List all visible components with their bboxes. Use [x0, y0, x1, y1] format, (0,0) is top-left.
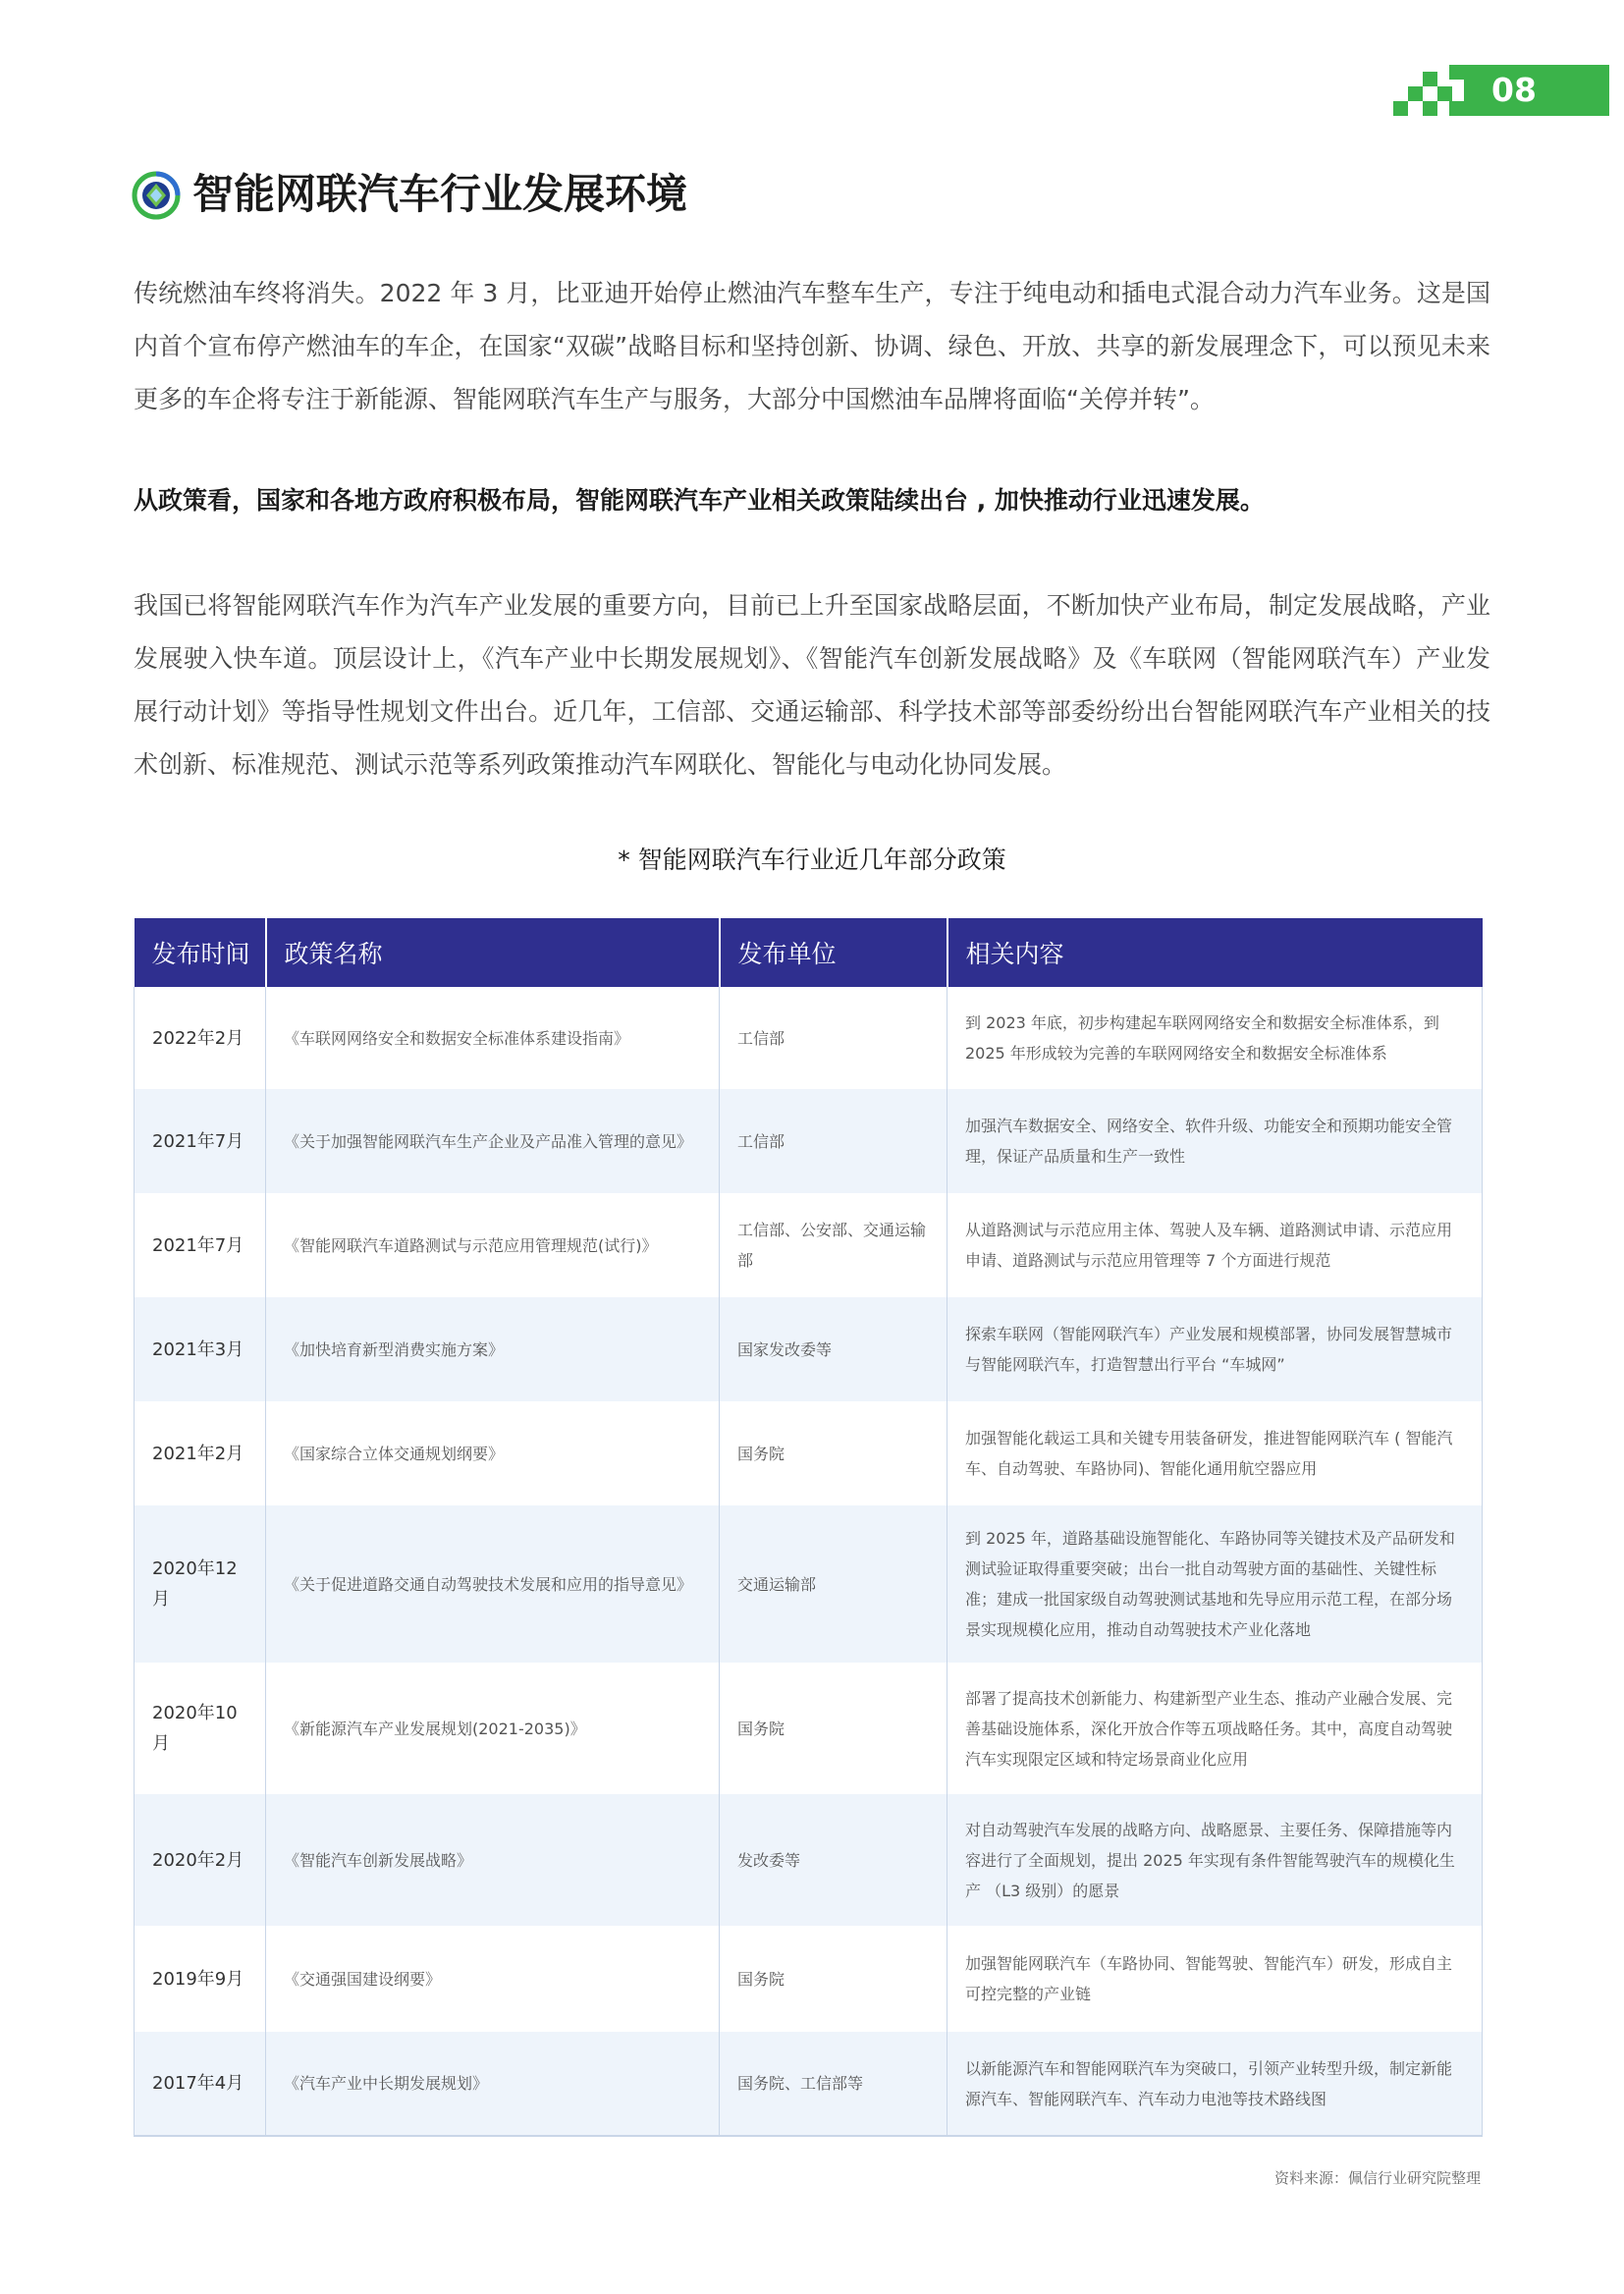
row-org: 国家发改委等 [720, 1297, 947, 1401]
table-row [135, 1089, 1483, 1193]
table-row [135, 1663, 1483, 1794]
row-date: 2019年9月 [135, 1926, 266, 2032]
intro-paragraph: 传统燃油车终将消失。2022 年 3 月，比亚迪开始停止燃油汽车整车生产，专注于纯电动和插电式混合动力汽车业务。这是国内首个宣布停产燃油车的车企，在国家“双碳”战略目标和坚持创新、协调、绿色、开放、共享的新发展理念下，可以预见未来更多的车企将专注于新能源、智能网联汽车生产与服务，大部分中国燃油车品牌将面临“关停并转”。 [134, 279, 1490, 413]
row-date: 2017年4月 [135, 2032, 266, 2136]
highlight-paragraph: 从政策看，国家和各地方政府积极布局，智能网联汽车产业相关政策陆续出台 , 加快推动行业迅速发展。 [134, 486, 1265, 515]
row-name: 《汽车产业中长期发展规划》 [266, 2032, 720, 2136]
row-org: 国务院 [720, 1663, 947, 1794]
table-row [135, 1926, 1483, 2032]
row-date: 2021年7月 [135, 1089, 266, 1193]
row-content: 到 2023 年底，初步构建起车联网网络安全和数据安全标准体系，到 2025 年形成较为完善的车联网网络安全和数据安全标准体系 [947, 987, 1483, 1089]
row-org: 国务院 [720, 1926, 947, 2032]
row-content: 探索车联网（智能网联汽车）产业发展和规模部署，协同发展智慧城市与智能网联汽车，打造智慧出行平台 “车城网” [947, 1297, 1483, 1401]
row-org: 交通运输部 [720, 1505, 947, 1663]
table-row [135, 1193, 1483, 1297]
page-title: 智能网联汽车行业发展环境 [192, 170, 688, 218]
row-name: 《车联网网络安全和数据安全标准体系建设指南》 [266, 987, 720, 1089]
row-content: 加强智能化载运工具和关键专用装备研发，推进智能网联汽车 ( 智能汽车、自动驾驶、车路协同)、智能化通用航空器应用 [947, 1401, 1483, 1505]
row-org: 工信部 [720, 987, 947, 1089]
row-org: 国务院、工信部等 [720, 2032, 947, 2136]
row-name: 《新能源汽车产业发展规划(2021-2035)》 [266, 1663, 720, 1794]
row-content: 对自动驾驶汽车发展的战略方向、战略愿景、主要任务、保障措施等内容进行了全面规划，提出 2025 年实现有条件智能驾驶汽车的规模化生产 （L3 级别）的愿景 [947, 1794, 1483, 1926]
header-date: 发布时间 [135, 918, 266, 987]
row-date: 2021年7月 [135, 1193, 266, 1297]
policy-table [134, 918, 1483, 2137]
row-content: 加强汽车数据安全、网络安全、软件升级、功能安全和预期功能安全管理，保证产品质量和生产一致性 [947, 1089, 1483, 1193]
table-row [135, 1297, 1483, 1401]
row-name: 《交通强国建设纲要》 [266, 1926, 720, 2032]
row-content: 到 2025 年，道路基础设施智能化、车路协同等关键技术及产品研发和测试验证取得重要突破；出台一批自动驾驶方面的基础性、关键性标准；建成一批国家级自动驾驶测试基地和先导应用示范工程，在部分场景实现规模化应用，推动自动驾驶技术产业化落地 [947, 1505, 1483, 1663]
row-name: 《智能汽车创新发展战略》 [266, 1794, 720, 1926]
row-name: 《关于加强智能网联汽车生产企业及产品准入管理的意见》 [266, 1089, 720, 1193]
header-policy-name: 政策名称 [266, 918, 720, 987]
title-logo-icon [132, 171, 181, 220]
row-name: 《国家综合立体交通规划纲要》 [266, 1401, 720, 1505]
row-content: 加强智能网联汽车（车路协同、智能驾驶、智能汽车）研发，形成自主可控完整的产业链 [947, 1926, 1483, 2032]
row-date: 2020年2月 [135, 1794, 266, 1926]
table-header-row [135, 918, 1483, 987]
row-date: 2022年2月 [135, 987, 266, 1089]
row-date: 2020年12月 [135, 1505, 266, 1663]
row-org: 发改委等 [720, 1794, 947, 1926]
row-name: 《关于促进道路交通自动驾驶技术发展和应用的指导意见》 [266, 1505, 720, 1663]
body-paragraph: 我国已将智能网联汽车作为汽车产业发展的重要方向，目前已上升至国家战略层面，不断加快产业布局，制定发展战略，产业发展驶入快车道。顶层设计上，《汽车产业中长期发展规划》、《智能汽车创新发展战略》及《车联网（智能网联汽车）产业发展行动计划》等指导性规划文件出台。近几年，工信部、交通运输部、科学技术部等部委纷纷出台智能网联汽车产业相关的技术创新、标准规范、测试示范等系列政策推动汽车网联化、智能化与电动化协同发展。 [134, 591, 1490, 779]
row-date: 2021年2月 [135, 1401, 266, 1505]
source-note: 资料来源：佩信行业研究院整理 [1273, 2169, 1481, 2187]
table-row [135, 1401, 1483, 1505]
table-caption: * 智能网联汽车行业近几年部分政策 [618, 846, 1006, 874]
table-row [135, 987, 1483, 1089]
row-date: 2020年10月 [135, 1663, 266, 1794]
header-issuer: 发布单位 [720, 918, 947, 987]
row-content: 部署了提高技术创新能力、构建新型产业生态、推动产业融合发展、完善基础设施体系，深化开放合作等五项战略任务。其中，高度自动驾驶汽车实现限定区域和特定场景商业化应用 [947, 1663, 1483, 1794]
row-org: 工信部 [720, 1089, 947, 1193]
table-row [135, 1794, 1483, 1926]
row-org: 国务院 [720, 1401, 947, 1505]
row-date: 2021年3月 [135, 1297, 266, 1401]
page-number: 08 [1464, 65, 1609, 116]
row-name: 《智能网联汽车道路测试与示范应用管理规范(试行)》 [266, 1193, 720, 1297]
row-org: 工信部、公安部、交通运输部 [720, 1193, 947, 1297]
row-name: 《加快培育新型消费实施方案》 [266, 1297, 720, 1401]
table-row [135, 1505, 1483, 1663]
table-row [135, 2032, 1483, 2136]
header-content: 相关内容 [947, 918, 1483, 987]
row-content: 从道路测试与示范应用主体、驾驶人及车辆、道路测试申请、示范应用申请、道路测试与示范应用管理等 7 个方面进行规范 [947, 1193, 1483, 1297]
row-content: 以新能源汽车和智能网联汽车为突破口，引领产业转型升级，制定新能源汽车、智能网联汽车、汽车动力电池等技术路线图 [947, 2032, 1483, 2136]
